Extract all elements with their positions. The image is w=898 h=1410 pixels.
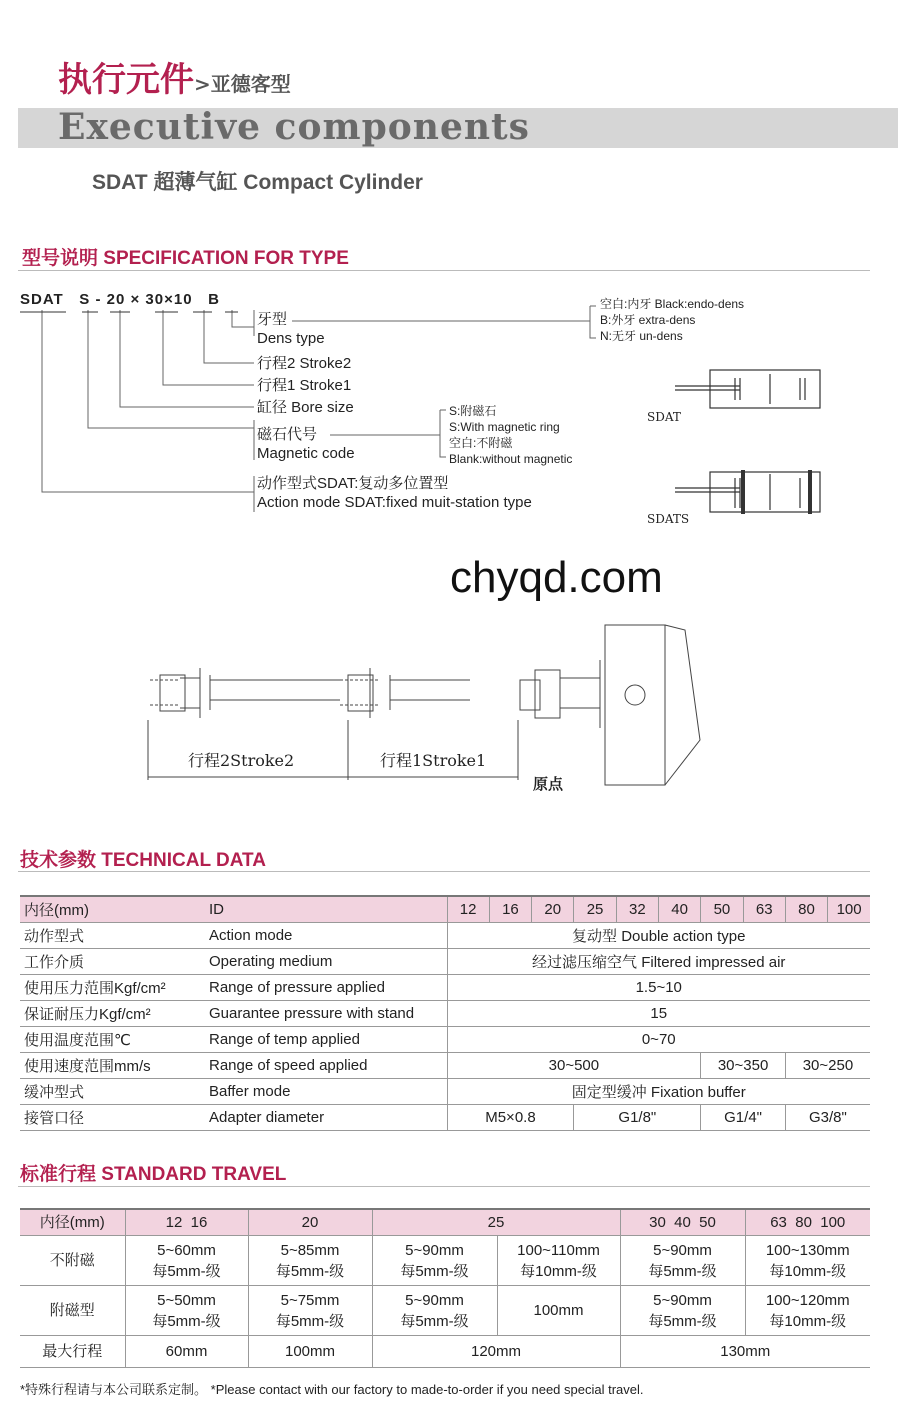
dens-option: N:无牙 un-dens [600, 329, 683, 343]
stroke1-label: 行程1 Stroke1 [257, 377, 352, 394]
model-code: SDAT S - 20 × 30×10 B [20, 291, 220, 308]
magnet-option: Blank:without magnetic [449, 452, 573, 466]
subtitle: SDAT 超薄气缸 Compact Cylinder [92, 171, 423, 194]
title-en: Executive components [58, 106, 530, 148]
title-cn [58, 60, 291, 104]
dens-type-en: Dens type [257, 330, 325, 347]
dens-option: 空白:内牙 Black:endo-dens [600, 297, 745, 311]
divider [18, 1186, 870, 1187]
sdats-label: SDATS [647, 512, 690, 526]
stroke-diagram [130, 620, 730, 800]
travel-heading: 标准行程 STANDARD TRAVEL [20, 1164, 287, 1185]
bore-size-label: 缸径 Bore size [257, 399, 354, 416]
dens-type-cn: 牙型 [257, 311, 288, 328]
table-row: 最大行程 60mm 100mm 120mm 130mm [20, 1336, 870, 1368]
sdat-label: SDAT [647, 410, 681, 424]
technical-heading: 技术参数 TECHNICAL DATA [20, 850, 266, 871]
divider [18, 270, 870, 271]
action-mode-cn: 动作型式SDAT:复动多位置型 [257, 475, 449, 492]
table-row: 不附磁 5~60mm 每5mm-级 5~85mm 每5mm-级 5~90mm 每5mm-级 100~110mm 每10mm-级 5~90mm 每5mm-级 100~130mm 每10mm-级 [20, 1236, 870, 1286]
magnet-option: 空白:不附磁 [449, 436, 513, 450]
special-travel-note: *特殊行程请与本公司联系定制。 *Please contact with our factory to made-to-order if you need special travel. [20, 1382, 644, 1397]
travel-table [20, 1208, 870, 1368]
stroke2-dimension: 行程2Stroke2 [188, 751, 295, 770]
origin-label: 原点 [533, 776, 564, 793]
table-row: 缓冲型式 Baffer mode 固定型缓冲 Fixation buffer [20, 1078, 870, 1104]
technical-table [20, 895, 870, 1131]
magnet-option: S:With magnetic ring [449, 420, 560, 434]
table-row: 使用压力范围Kgf/cm² Range of pressure applied 1.5~10 [20, 974, 870, 1000]
action-mode-en: Action mode SDAT:fixed muit-station type [257, 494, 532, 511]
table-row: 工作介质 Operating medium 经过滤压缩空气 Filtered impressed air [20, 948, 870, 974]
stroke2-label: 行程2 Stroke2 [257, 355, 352, 372]
divider [18, 871, 870, 872]
table-header-row: 内径(mm) 12 16 20 25 30 40 50 63 80 100 [20, 1209, 870, 1236]
magnetic-code-en: Magnetic code [257, 445, 355, 462]
title-cn-text: 执行元件 [58, 60, 194, 100]
table-row: 接管口径 Adapter diameter M5×0.8 G1/8" G1/4" G3/8" [20, 1104, 870, 1130]
dens-option: B:外牙 extra-dens [600, 313, 696, 327]
table-row: 附磁型 5~50mm 每5mm-级 5~75mm 每5mm-级 5~90mm 每5mm-级 100mm 5~90mm 每5mm-级 100~120mm 每10mm-级 [20, 1286, 870, 1336]
watermark: chyqd.com [450, 553, 663, 602]
table-row: 使用速度范围mm/s Range of speed applied 30~500 30~350 30~250 [20, 1052, 870, 1078]
table-header-row: 内径(mm) ID 12 16 20 25 32 40 50 63 80 100 [20, 896, 870, 922]
spec-heading: 型号说明 SPECIFICATION FOR TYPE [22, 248, 349, 269]
magnet-option: S:附磁石 [449, 404, 497, 418]
table-row: 使用温度范围℃ Range of temp applied 0~70 [20, 1026, 870, 1052]
stroke1-dimension: 行程1Stroke1 [380, 751, 487, 770]
magnetic-code-cn: 磁石代号 [257, 426, 318, 443]
table-row: 保证耐压力Kgf/cm² Guarantee pressure with stand 15 [20, 1000, 870, 1026]
table-row: 动作型式 Action mode 复动型 Double action type [20, 922, 870, 948]
title-cn-sub: >亚德客型 [194, 72, 291, 96]
